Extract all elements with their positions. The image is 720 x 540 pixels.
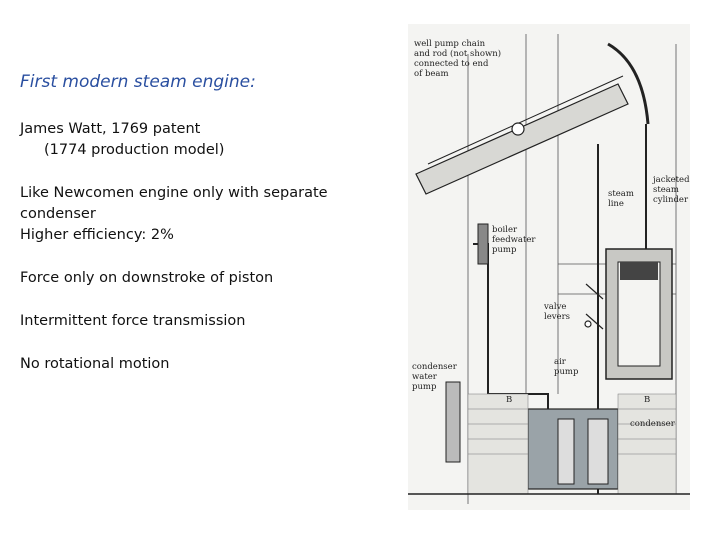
- label-air-pump-1: air: [554, 357, 566, 367]
- label-well-pump-2: and rod (not shown): [414, 49, 502, 59]
- label-valve-1: valve: [544, 302, 567, 312]
- condenser-vessel: [588, 419, 608, 484]
- label-boiler-3: pump: [492, 245, 517, 255]
- watt-engine-diagram: [408, 24, 690, 510]
- label-well-pump-1: well pump chain: [414, 39, 486, 49]
- label-jacketed-3: cylinder: [653, 195, 689, 205]
- beam: [416, 76, 628, 194]
- label-boiler-2: feedwater: [492, 235, 536, 245]
- label-air-pump-2: pump: [554, 367, 579, 377]
- label-b-left: B: [506, 395, 513, 405]
- label-steam-line-2: line: [608, 199, 624, 209]
- label-well-pump-3: connected to end: [414, 59, 489, 69]
- slide-text: [20, 72, 380, 397]
- air-pump: [558, 419, 574, 484]
- intermittent-line: Intermittent force transmission: [20, 313, 246, 329]
- patent-line: James Watt, 1769 patent: [20, 121, 201, 137]
- label-condenser-pump-2: water: [412, 372, 437, 382]
- rotation-line: No rotational motion: [20, 356, 170, 372]
- label-condenser-pump-1: condenser: [412, 362, 457, 372]
- arch-head: [608, 44, 648, 124]
- feedwater-pump: [478, 224, 488, 264]
- engine-drawing: [408, 24, 690, 510]
- efficiency-line: Higher efficiency: 2%: [20, 227, 174, 243]
- valve-levers: [585, 284, 603, 329]
- downstroke-line: Force only on downstroke of piston: [20, 270, 274, 286]
- condenser-line: condenser: [20, 206, 96, 222]
- label-boiler-1: boiler: [492, 225, 518, 235]
- label-jacketed-1: jacketed: [653, 175, 690, 185]
- label-b-right: B: [644, 395, 651, 405]
- label-well-pump-4: of beam: [414, 69, 449, 79]
- condenser-water-pump: [446, 382, 460, 462]
- label-valve-2: levers: [544, 312, 571, 322]
- label-condenser-pump-3: pump: [412, 382, 437, 392]
- slide-title: First modern steam engine:: [20, 72, 256, 92]
- production-model-line: (1774 production model): [44, 142, 225, 158]
- comparison-block: [20, 183, 380, 246]
- newcomen-line: Like Newcomen engine only with separate: [20, 185, 328, 201]
- label-jacketed-2: steam: [653, 185, 679, 195]
- attribution-block: [20, 119, 380, 161]
- label-condenser: condenser: [630, 419, 675, 429]
- label-steam-line-1: steam: [608, 189, 634, 199]
